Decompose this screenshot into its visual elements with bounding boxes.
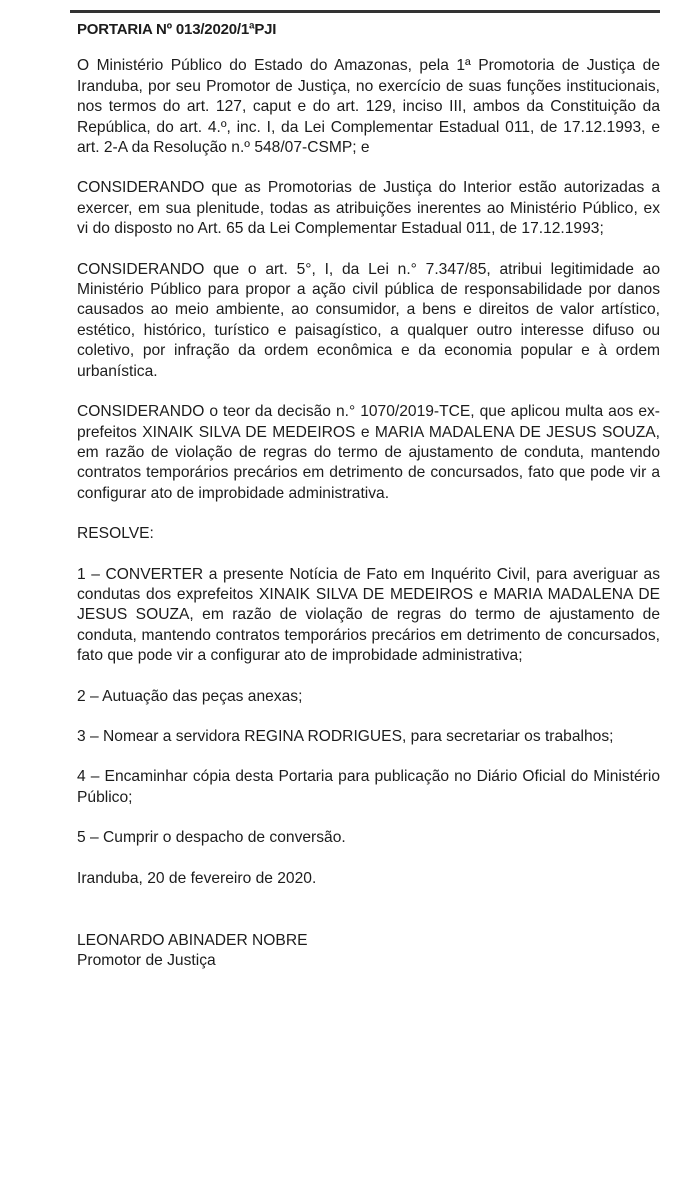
resolution-item: 5 – Cumprir o despacho de conversão.	[77, 829, 346, 847]
place-date: Iranduba, 20 de fevereiro de 2020.	[77, 869, 317, 887]
resolution-item: 3 – Nomear a servidora REGINA RODRIGUES, para secretariar os trabalhos;	[77, 727, 614, 745]
document-title: PORTARIA Nº 013/2020/1ªPJI	[77, 21, 277, 38]
preamble-paragraph: O Ministério Público do Estado do Amazonas, pela 1ª Promotoria de Justiça de Iranduba, por seu Promotor de Justiça, no exercício de suas funções institucionais, nos termos do art. 127, caput e do art. 129, inciso III, ambos da Constituição da República, do art. 4.º, inc. I, da Lei Complementar Estadual 011, de 17.12.1993, e art. 2-A da Resolução n.º 548/07-CSMP; e	[77, 57, 660, 157]
header-rule	[70, 10, 660, 13]
resolution-item: 4 – Encaminhar cópia desta Portaria para publicação no Diário Oficial do Ministério Público;	[77, 768, 660, 806]
document-body	[77, 20, 660, 972]
considerando-paragraph: CONSIDERANDO o teor da decisão n.° 1070/2019-TCE, que aplicou multa aos ex-prefeitos XINAIK SILVA DE MEDEIROS e MARIA MADALENA DE JESUS SOUZA, em razão de violação de regras do termo de ajustamento de conduta, mantendo contratos temporários precários em detrimento de concursados, fato que pode vir a configurar ato de improbidade administrativa.	[77, 403, 660, 502]
resolution-item: 2 – Autuação das peças anexas;	[77, 687, 303, 705]
signature-block	[77, 931, 660, 972]
resolve-label: RESOLVE:	[77, 525, 154, 543]
signer-name: LEONARDO ABINADER NOBRE	[77, 932, 308, 949]
considerando-paragraph: CONSIDERANDO que o art. 5°, I, da Lei n.° 7.347/85, atribui legitimidade ao Ministério Público para propor a ação civil pública de responsabilidade por danos causados ao meio ambiente, ao consumidor, a bens e direitos de valor artístico, estético, histórico, turístico e paisagístico, a qualquer outro interesse difuso ou coletivo, por infração da ordem econômica e da economia popular e à ordem urbanística.	[77, 260, 660, 380]
considerando-paragraph: CONSIDERANDO que as Promotorias de Justiça do Interior estão autorizadas a exercer, em sua plenitude, todas as atribuições inerentes ao Ministério Público, ex vi do disposto no Art. 65 da Lei Complementar Estadual 011, de 17.12.1993;	[77, 179, 660, 238]
signer-role: Promotor de Justiça	[77, 952, 216, 970]
resolution-item: 1 – CONVERTER a presente Notícia de Fato em Inquérito Civil, para averiguar as condutas dos exprefeitos XINAIK SILVA DE MEDEIROS e MARIA MADALENA DE JESUS SOUZA, em razão de violação de regras do termo de ajustamento de conduta, mantendo contratos temporários precários em detrimento de concursados, fato que pode vir a configurar ato de improbidade administrativa;	[77, 565, 660, 665]
